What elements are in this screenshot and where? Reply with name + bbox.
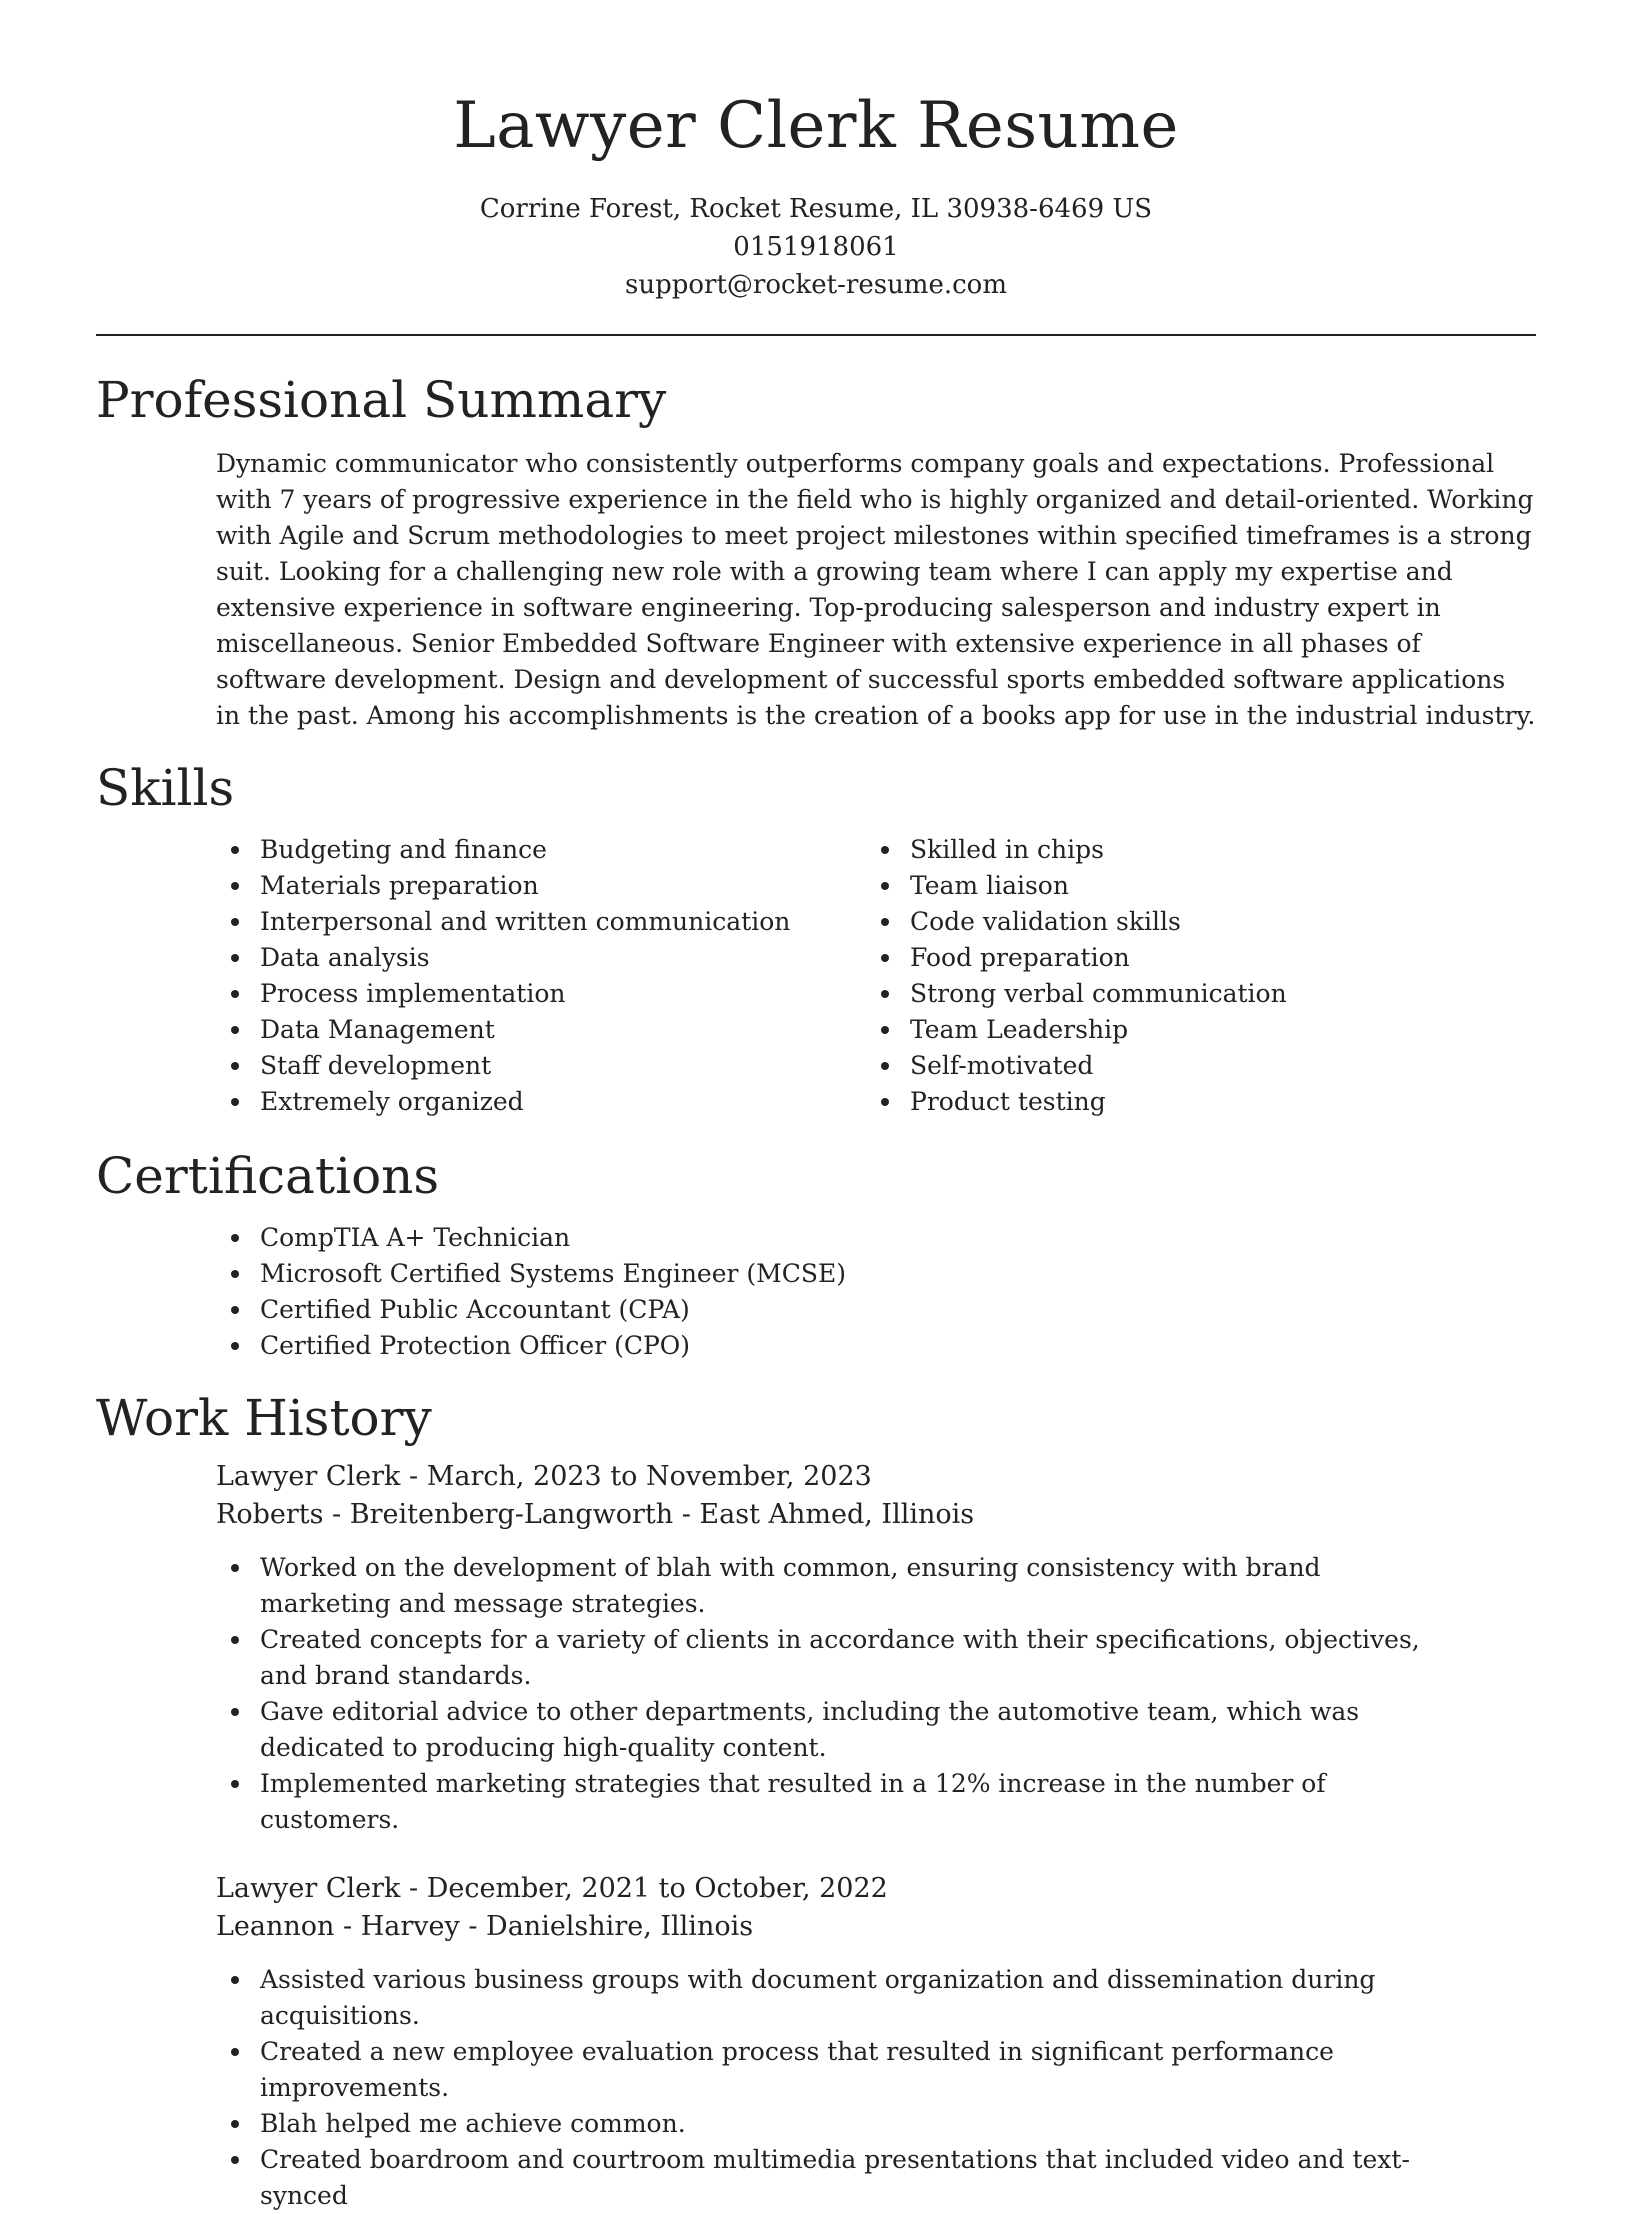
- job-title-line: [216, 1870, 1536, 1908]
- certification-item: Microsoft Certified Systems Engineer (MCSE): [216, 1256, 1536, 1292]
- skill-item: Product testing: [866, 1084, 1516, 1120]
- resume-title: Lawyer Clerk Resume: [453, 89, 1179, 163]
- certifications-list: [216, 1220, 1536, 1364]
- header-divider: [96, 334, 1536, 336]
- job-bullet: Implemented marketing strategies that resulted in a 12% increase in the number of customers.: [216, 1766, 1536, 1838]
- contact-email: support@rocket-resume.com: [624, 270, 1007, 300]
- job-company: Leannon - Harvey: [216, 1911, 460, 1942]
- contact-block: [96, 190, 1536, 304]
- certifications-heading: Certifications: [96, 1147, 440, 1205]
- skill-item: Food preparation: [866, 940, 1516, 976]
- job-bullet: Created concepts for a variety of clients in accordance with their specifications, objectives, and brand standards.: [216, 1622, 1536, 1694]
- summary-heading: Professional Summary: [96, 371, 667, 429]
- job-company: Roberts - Breitenberg-Langworth: [216, 1499, 674, 1530]
- job-dates: - December, 2021 to October, 2022: [400, 1873, 888, 1904]
- job-bullet: Blah helped me achieve common.: [216, 2106, 1536, 2142]
- job-bullet: Created a new employee evaluation process that resulted in significant performance improvements.: [216, 2034, 1536, 2106]
- skill-item: Code validation skills: [866, 904, 1516, 940]
- certification-item: Certified Protection Officer (CPO): [216, 1328, 1536, 1364]
- summary-text: Dynamic communicator who consistently outperforms company goals and expectations. Professional with 7 years of progressive experience in the field who is highly organized and detail-oriented. Working with Agile and Scrum methodologies to meet project milestones within specified timeframes is a strong suit. Looking for a challenging new role with a growing team where I can apply my expertise and extensive experience in software engineering. Top-producing salesperson and industry expert in miscellaneous. Senior Embedded Software Engineer with extensive experience in all phases of software development. Design and development of successful sports embedded software applications in the past. Among his accomplishments is the creation of a books app for use in the industrial industry.: [216, 449, 1536, 730]
- skill-item: Data analysis: [216, 940, 866, 976]
- skill-item: Data Management: [216, 1012, 866, 1048]
- job-dates: - March, 2023 to November, 2023: [400, 1461, 872, 1492]
- job-location: - East Ahmed, Illinois: [673, 1499, 975, 1530]
- job-title-line: [216, 1458, 1536, 1496]
- job-bullets: [216, 1550, 1536, 1838]
- skills-column-left: [216, 832, 866, 1120]
- skills-list: [216, 832, 1536, 1120]
- job-entry: [96, 1458, 1536, 1838]
- skills-column-right: [866, 832, 1516, 1120]
- skill-item: Team liaison: [866, 868, 1516, 904]
- skill-item: Team Leadership: [866, 1012, 1516, 1048]
- job-bullets: [216, 1962, 1536, 2214]
- certification-item: Certified Public Accountant (CPA): [216, 1292, 1536, 1328]
- resume-page: [96, 0, 1536, 2214]
- job-bullet: Worked on the development of blah with common, ensuring consistency with brand marketing and message strategies.: [216, 1550, 1536, 1622]
- skill-item: Self-motivated: [866, 1048, 1516, 1084]
- contact-address: Corrine Forest, Rocket Resume, IL 30938-6469 US: [479, 194, 1153, 224]
- job-company-line: [216, 1496, 1536, 1534]
- job-bullet: Gave editorial advice to other departments, including the automotive team, which was dedicated to producing high-quality content.: [216, 1694, 1536, 1766]
- skill-item: Budgeting and finance: [216, 832, 866, 868]
- contact-phone: 0151918061: [733, 232, 899, 262]
- skill-item: Interpersonal and written communication: [216, 904, 866, 940]
- job-bullet: Created boardroom and courtroom multimedia presentations that included video and text-synced: [216, 2142, 1536, 2214]
- skill-item: Staff development: [216, 1048, 866, 1084]
- work-history-heading: Work History: [96, 1389, 432, 1447]
- skill-item: Materials preparation: [216, 868, 866, 904]
- skills-heading: Skills: [96, 759, 235, 817]
- certification-item: CompTIA A+ Technician: [216, 1220, 1536, 1256]
- job-entry: [96, 1870, 1536, 2214]
- job-bullet: Assisted various business groups with document organization and dissemination during acquisitions.: [216, 1962, 1536, 2034]
- job-role: Lawyer Clerk: [216, 1461, 401, 1492]
- job-location: - Danielshire, Illinois: [459, 1911, 754, 1942]
- job-role: Lawyer Clerk: [216, 1873, 401, 1904]
- skill-item: Skilled in chips: [866, 832, 1516, 868]
- skill-item: Strong verbal communication: [866, 976, 1516, 1012]
- job-company-line: [216, 1908, 1536, 1946]
- skill-item: Process implementation: [216, 976, 866, 1012]
- skill-item: Extremely organized: [216, 1084, 866, 1120]
